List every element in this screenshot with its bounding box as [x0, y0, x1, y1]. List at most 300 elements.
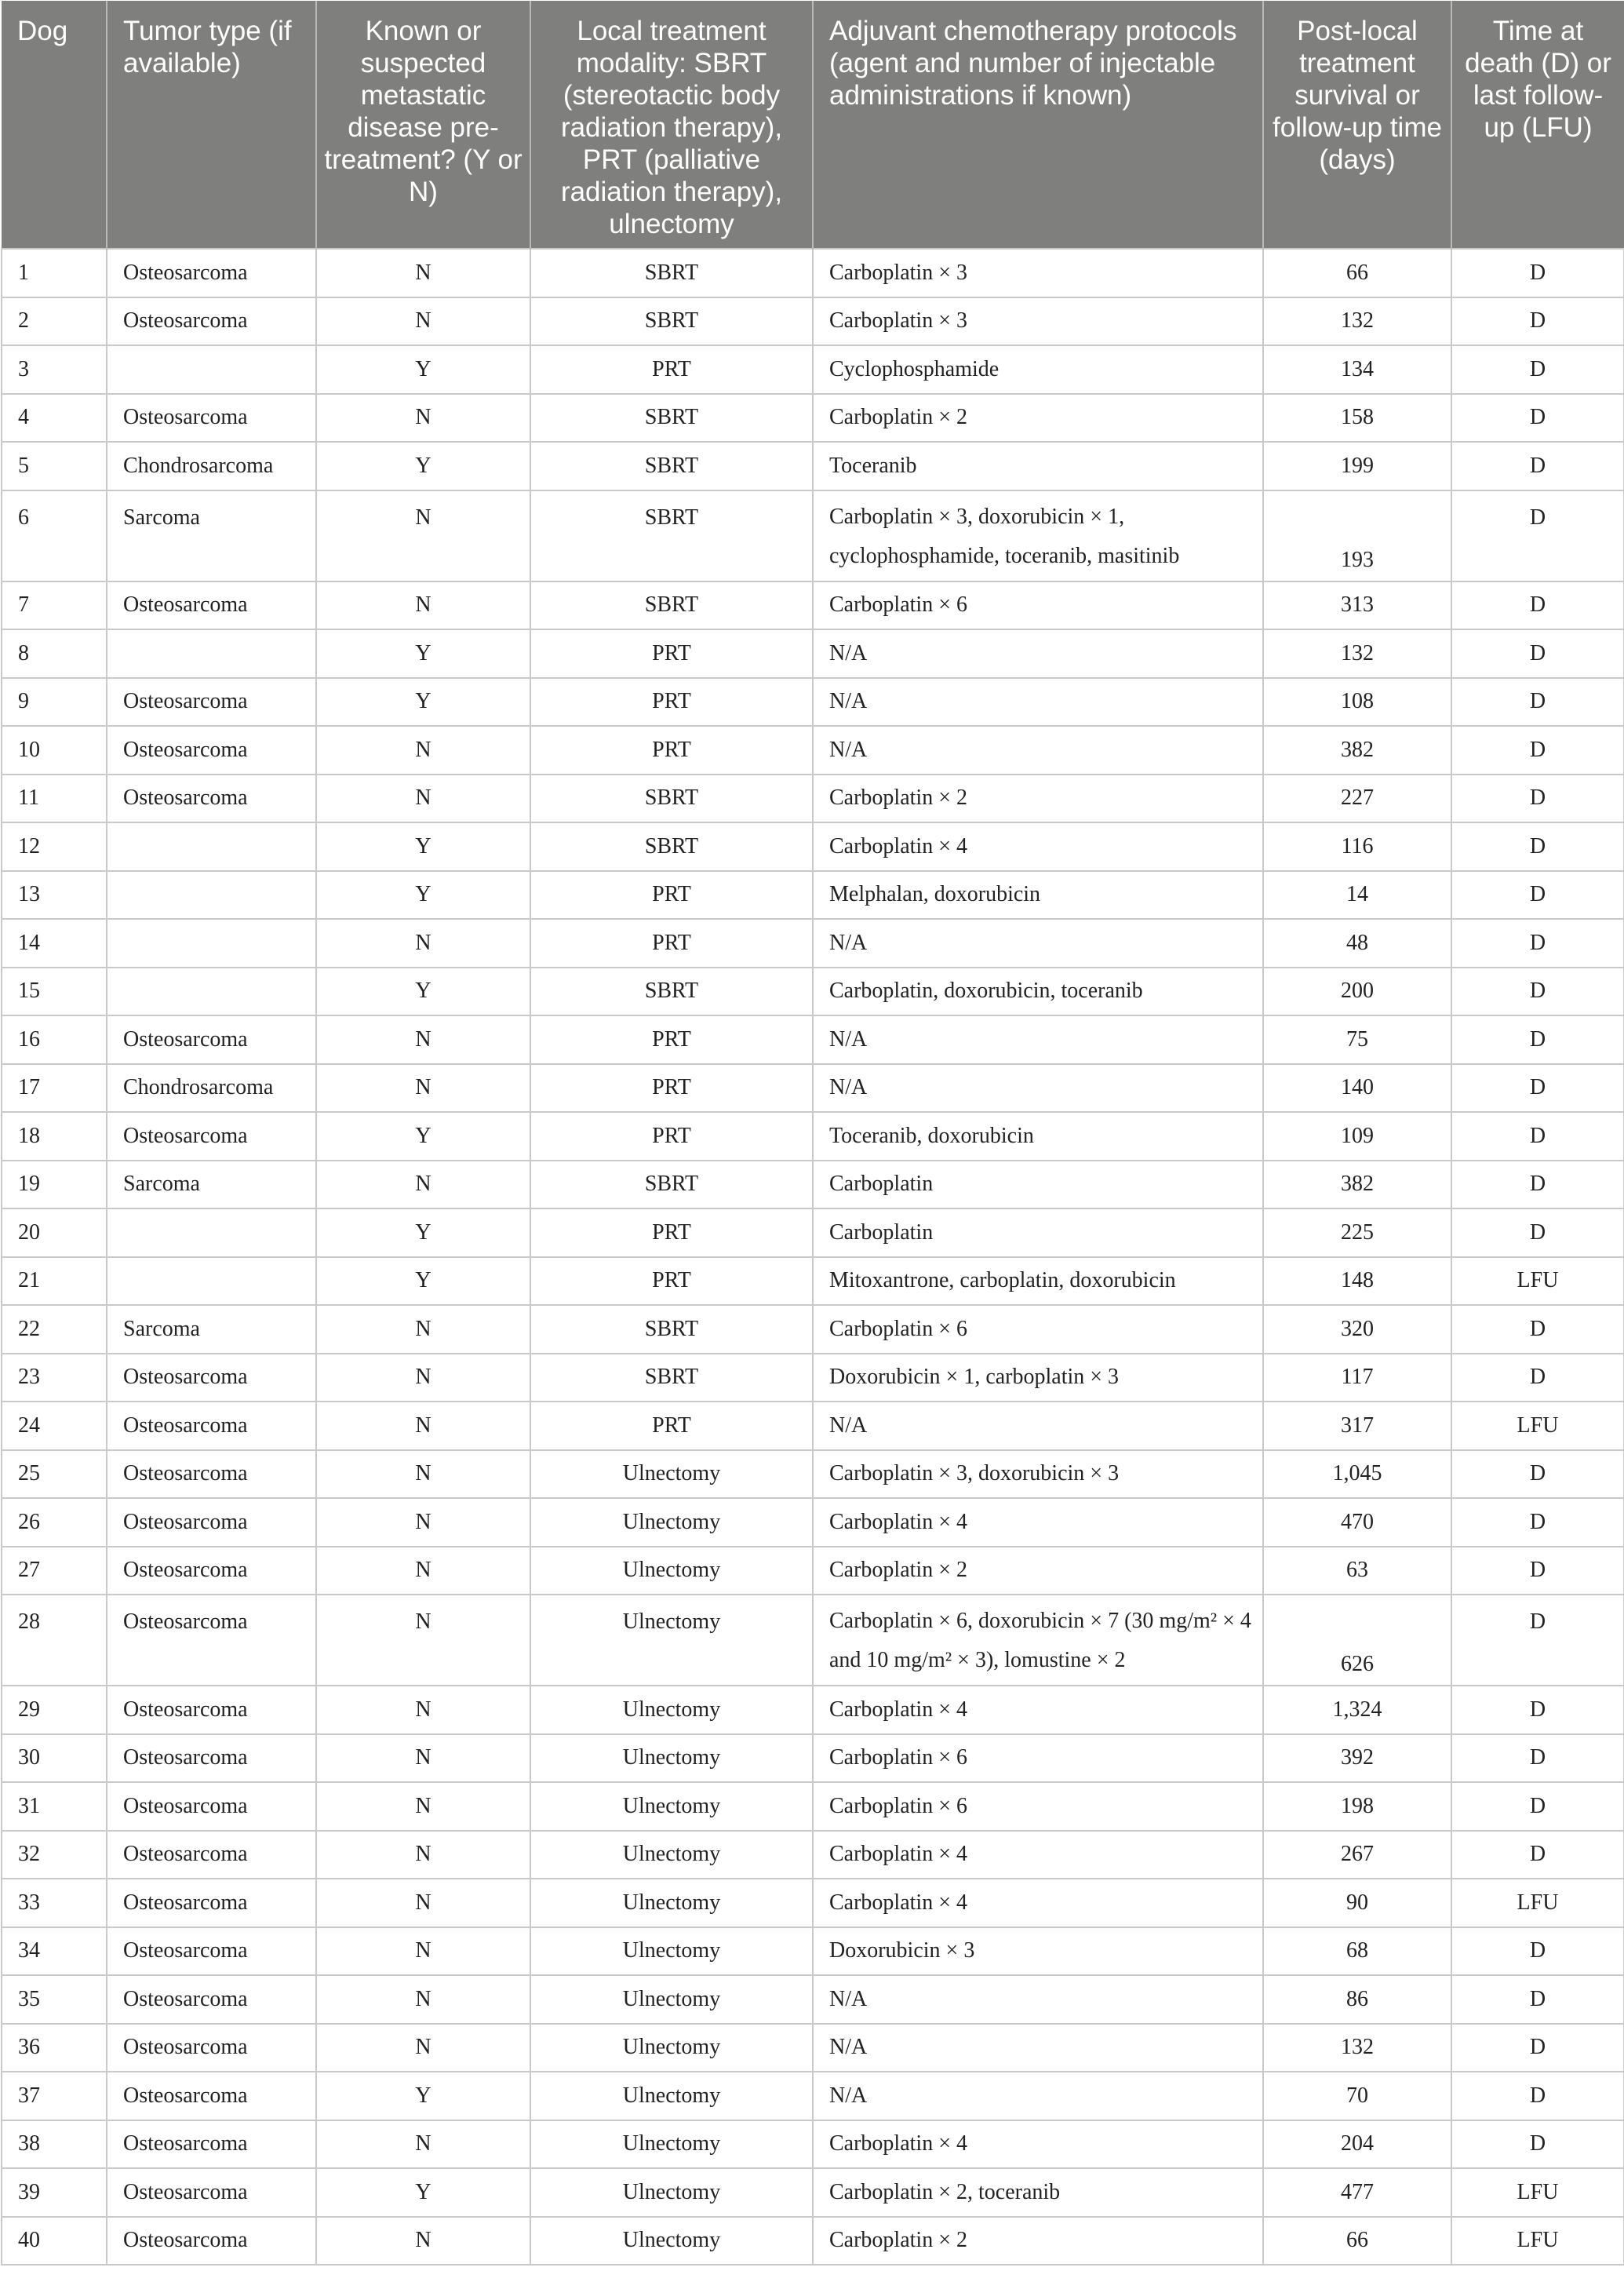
cell-death-or-lfu: D — [1451, 1354, 1624, 1402]
cell-chemotherapy: N/A — [813, 629, 1263, 678]
cell-death-or-lfu: LFU — [1451, 2168, 1624, 2217]
cell-modality: SBRT — [530, 249, 813, 297]
table-body — [2, 249, 1624, 2265]
cell-modality: PRT — [530, 1064, 813, 1113]
cell-death-or-lfu: D — [1451, 1305, 1624, 1354]
cell-chemotherapy: N/A — [813, 678, 1263, 727]
cell-chemotherapy: Carboplatin × 3, doxorubicin × 1, cyclophosphamide, toceranib, masitinib — [813, 490, 1263, 581]
cell-death-or-lfu: D — [1451, 822, 1624, 871]
cell-survival: 70 — [1263, 2072, 1451, 2120]
cell-death-or-lfu: D — [1451, 726, 1624, 775]
table-row — [2, 1879, 1624, 1927]
table-row — [2, 2168, 1624, 2217]
cell-metastatic: N — [316, 1595, 530, 1686]
cell-chemotherapy: Toceranib, doxorubicin — [813, 1112, 1263, 1161]
cell-death-or-lfu: D — [1451, 919, 1624, 968]
cell-chemotherapy: Carboplatin × 6 — [813, 1734, 1263, 1783]
cell-tumor-type — [107, 1208, 316, 1257]
table-row — [2, 1064, 1624, 1113]
cell-modality: Ulnectomy — [530, 2072, 813, 2120]
cell-death-or-lfu: D — [1451, 1547, 1624, 1595]
cell-dog: 17 — [2, 1064, 107, 1113]
cell-dog: 13 — [2, 871, 107, 920]
cell-dog: 12 — [2, 822, 107, 871]
cell-chemotherapy: Mitoxantrone, carboplatin, doxorubicin — [813, 1257, 1263, 1306]
cell-chemotherapy: Carboplatin × 4 — [813, 2120, 1263, 2169]
cell-dog: 21 — [2, 1257, 107, 1306]
cell-metastatic: Y — [316, 2072, 530, 2120]
cell-chemotherapy: Doxorubicin × 3 — [813, 1927, 1263, 1976]
cell-dog: 24 — [2, 1402, 107, 1450]
cell-survival: 199 — [1263, 442, 1451, 490]
table-row — [2, 1208, 1624, 1257]
header-dog: Dog — [2, 1, 107, 249]
cell-survival: 158 — [1263, 394, 1451, 443]
cell-modality: Ulnectomy — [530, 1450, 813, 1499]
cell-death-or-lfu: D — [1451, 442, 1624, 490]
cell-dog: 8 — [2, 629, 107, 678]
table-row — [2, 1975, 1624, 2024]
cell-dog: 16 — [2, 1015, 107, 1064]
cell-death-or-lfu: D — [1451, 1734, 1624, 1783]
cell-survival: 75 — [1263, 1015, 1451, 1064]
cell-death-or-lfu: D — [1451, 1112, 1624, 1161]
cell-survival: 132 — [1263, 2024, 1451, 2072]
table-row — [2, 2120, 1624, 2169]
cell-chemotherapy: Carboplatin × 3, doxorubicin × 3 — [813, 1450, 1263, 1499]
cell-metastatic: Y — [316, 871, 530, 920]
table-row — [2, 775, 1624, 823]
cell-tumor-type: Osteosarcoma — [107, 1498, 316, 1547]
cell-death-or-lfu: LFU — [1451, 1257, 1624, 1306]
table-row — [2, 1257, 1624, 1306]
cell-metastatic: N — [316, 490, 530, 581]
cell-survival: 68 — [1263, 1927, 1451, 1976]
cell-metastatic: Y — [316, 345, 530, 394]
cell-metastatic: N — [316, 1161, 530, 1209]
cell-chemotherapy: Carboplatin, doxorubicin, toceranib — [813, 968, 1263, 1016]
cell-dog: 30 — [2, 1734, 107, 1783]
cell-tumor-type: Osteosarcoma — [107, 2168, 316, 2217]
table-row — [2, 726, 1624, 775]
cell-tumor-type: Osteosarcoma — [107, 2120, 316, 2169]
table-row — [2, 678, 1624, 727]
cell-tumor-type: Osteosarcoma — [107, 394, 316, 443]
cell-chemotherapy: Carboplatin × 4 — [813, 1831, 1263, 1879]
cell-dog: 18 — [2, 1112, 107, 1161]
cell-death-or-lfu: D — [1451, 2072, 1624, 2120]
cell-modality: SBRT — [530, 775, 813, 823]
cell-survival: 198 — [1263, 1782, 1451, 1831]
cell-modality: Ulnectomy — [530, 1782, 813, 1831]
cell-metastatic: N — [316, 726, 530, 775]
cell-chemotherapy: Carboplatin — [813, 1208, 1263, 1257]
cell-metastatic: N — [316, 297, 530, 346]
cell-death-or-lfu: D — [1451, 968, 1624, 1016]
cell-chemotherapy: Carboplatin × 4 — [813, 1498, 1263, 1547]
cell-chemotherapy: N/A — [813, 2024, 1263, 2072]
cell-survival: 470 — [1263, 1498, 1451, 1547]
cell-tumor-type: Osteosarcoma — [107, 297, 316, 346]
cell-tumor-type: Osteosarcoma — [107, 1112, 316, 1161]
cell-metastatic: N — [316, 1402, 530, 1450]
cell-survival: 320 — [1263, 1305, 1451, 1354]
cell-metastatic: N — [316, 1305, 530, 1354]
cell-metastatic: Y — [316, 968, 530, 1016]
cell-metastatic: N — [316, 1547, 530, 1595]
cell-modality: SBRT — [530, 1354, 813, 1402]
table-row — [2, 1161, 1624, 1209]
table-row — [2, 1686, 1624, 1734]
cell-survival: 132 — [1263, 629, 1451, 678]
cell-survival: 63 — [1263, 1547, 1451, 1595]
cell-tumor-type: Osteosarcoma — [107, 1879, 316, 1927]
table-row — [2, 1831, 1624, 1879]
cell-metastatic: N — [316, 1686, 530, 1734]
cell-metastatic: N — [316, 1879, 530, 1927]
cell-modality: Ulnectomy — [530, 1595, 813, 1686]
table-row — [2, 2217, 1624, 2266]
header-metastatic: Known or suspected metastatic disease pre-treatment? (Y or N) — [316, 1, 530, 249]
cell-modality: PRT — [530, 871, 813, 920]
cell-chemotherapy: N/A — [813, 726, 1263, 775]
cell-chemotherapy: Melphalan, doxorubicin — [813, 871, 1263, 920]
table-row — [2, 249, 1624, 297]
cell-dog: 2 — [2, 297, 107, 346]
table-row — [2, 629, 1624, 678]
cell-modality: PRT — [530, 1208, 813, 1257]
cell-dog: 38 — [2, 2120, 107, 2169]
cell-tumor-type — [107, 871, 316, 920]
cell-dog: 19 — [2, 1161, 107, 1209]
cell-tumor-type: Osteosarcoma — [107, 1402, 316, 1450]
cell-metastatic: Y — [316, 629, 530, 678]
cell-modality: Ulnectomy — [530, 1879, 813, 1927]
cell-death-or-lfu: LFU — [1451, 1879, 1624, 1927]
cell-chemotherapy: N/A — [813, 1975, 1263, 2024]
cell-metastatic: N — [316, 1354, 530, 1402]
cell-chemotherapy: Carboplatin × 2 — [813, 394, 1263, 443]
cell-chemotherapy: Carboplatin × 6 — [813, 1782, 1263, 1831]
cell-death-or-lfu: D — [1451, 1450, 1624, 1499]
cell-modality: Ulnectomy — [530, 1927, 813, 1976]
cell-dog: 32 — [2, 1831, 107, 1879]
cell-tumor-type — [107, 968, 316, 1016]
cell-survival: 317 — [1263, 1402, 1451, 1450]
cell-dog: 25 — [2, 1450, 107, 1499]
cell-dog: 3 — [2, 345, 107, 394]
cell-survival: 140 — [1263, 1064, 1451, 1113]
cell-modality: SBRT — [530, 394, 813, 443]
cell-tumor-type: Osteosarcoma — [107, 2217, 316, 2266]
cell-survival: 193 — [1263, 490, 1451, 581]
cell-death-or-lfu: LFU — [1451, 2217, 1624, 2266]
cell-chemotherapy: Carboplatin — [813, 1161, 1263, 1209]
cell-dog: 10 — [2, 726, 107, 775]
cell-survival: 108 — [1263, 678, 1451, 727]
header-death-or-lfu: Time at death (D) or last follow-up (LFU) — [1451, 1, 1624, 249]
cell-death-or-lfu: D — [1451, 1927, 1624, 1976]
table-row — [2, 1734, 1624, 1783]
cell-modality: PRT — [530, 678, 813, 727]
cell-survival: 117 — [1263, 1354, 1451, 1402]
cell-tumor-type — [107, 345, 316, 394]
table-row — [2, 1595, 1624, 1686]
table-row — [2, 1354, 1624, 1402]
cell-tumor-type — [107, 629, 316, 678]
cell-death-or-lfu: D — [1451, 1686, 1624, 1734]
cell-chemotherapy: Carboplatin × 4 — [813, 1879, 1263, 1927]
cell-survival: 148 — [1263, 1257, 1451, 1306]
header-tumor-type: Tumor type (if available) — [107, 1, 316, 249]
cell-modality: PRT — [530, 1112, 813, 1161]
cell-death-or-lfu: D — [1451, 581, 1624, 630]
cell-survival: 227 — [1263, 775, 1451, 823]
cell-metastatic: N — [316, 581, 530, 630]
cell-tumor-type: Chondrosarcoma — [107, 1064, 316, 1113]
cell-tumor-type — [107, 919, 316, 968]
cell-modality: Ulnectomy — [530, 2024, 813, 2072]
cell-modality: SBRT — [530, 968, 813, 1016]
cell-death-or-lfu: D — [1451, 871, 1624, 920]
cell-modality: Ulnectomy — [530, 2168, 813, 2217]
table-row — [2, 1305, 1624, 1354]
cell-tumor-type: Osteosarcoma — [107, 1734, 316, 1783]
cell-modality: PRT — [530, 1402, 813, 1450]
cell-chemotherapy: N/A — [813, 919, 1263, 968]
table-row — [2, 919, 1624, 968]
cell-death-or-lfu: D — [1451, 1831, 1624, 1879]
cell-modality: Ulnectomy — [530, 1547, 813, 1595]
table-row — [2, 345, 1624, 394]
cell-metastatic: Y — [316, 822, 530, 871]
cell-metastatic: N — [316, 249, 530, 297]
cell-modality: SBRT — [530, 1305, 813, 1354]
table-row — [2, 1547, 1624, 1595]
table-row — [2, 1402, 1624, 1450]
cell-metastatic: N — [316, 1831, 530, 1879]
cell-chemotherapy: Carboplatin × 2 — [813, 775, 1263, 823]
cell-death-or-lfu: D — [1451, 2120, 1624, 2169]
cell-death-or-lfu: LFU — [1451, 1402, 1624, 1450]
cell-modality: PRT — [530, 629, 813, 678]
cell-chemotherapy: Carboplatin × 6 — [813, 581, 1263, 630]
header-survival: Post-local treatment survival or follow-up time (days) — [1263, 1, 1451, 249]
table-row — [2, 581, 1624, 630]
cell-modality: Ulnectomy — [530, 1686, 813, 1734]
cell-modality: SBRT — [530, 297, 813, 346]
cell-death-or-lfu: D — [1451, 297, 1624, 346]
table-row — [2, 1112, 1624, 1161]
cell-death-or-lfu: D — [1451, 678, 1624, 727]
cell-modality: Ulnectomy — [530, 1831, 813, 1879]
cell-dog: 11 — [2, 775, 107, 823]
cell-tumor-type: Osteosarcoma — [107, 1015, 316, 1064]
cell-survival: 1,045 — [1263, 1450, 1451, 1499]
table-row — [2, 2024, 1624, 2072]
cell-modality: Ulnectomy — [530, 1975, 813, 2024]
cell-metastatic: N — [316, 1498, 530, 1547]
cell-chemotherapy: Carboplatin × 4 — [813, 1686, 1263, 1734]
cell-chemotherapy: N/A — [813, 1015, 1263, 1064]
cell-modality: PRT — [530, 1015, 813, 1064]
header-modality: Local treatment modality: SBRT (stereotactic body radiation therapy), PRT (palliative radiation therapy), ulnectomy — [530, 1, 813, 249]
cell-tumor-type: Sarcoma — [107, 1305, 316, 1354]
cell-survival: 134 — [1263, 345, 1451, 394]
cell-chemotherapy: Carboplatin × 2 — [813, 2217, 1263, 2266]
cell-modality: Ulnectomy — [530, 1734, 813, 1783]
data-table — [1, 1, 1624, 2266]
cell-metastatic: Y — [316, 1112, 530, 1161]
cell-dog: 34 — [2, 1927, 107, 1976]
table-row — [2, 1450, 1624, 1499]
cell-death-or-lfu: D — [1451, 1975, 1624, 2024]
cell-chemotherapy: Cyclophosphamide — [813, 345, 1263, 394]
cell-death-or-lfu: D — [1451, 1208, 1624, 1257]
cell-tumor-type: Osteosarcoma — [107, 678, 316, 727]
cell-dog: 26 — [2, 1498, 107, 1547]
cell-dog: 4 — [2, 394, 107, 443]
cell-modality: SBRT — [530, 1161, 813, 1209]
cell-metastatic: N — [316, 919, 530, 968]
cell-metastatic: N — [316, 2217, 530, 2266]
cell-survival: 1,324 — [1263, 1686, 1451, 1734]
table-row — [2, 1927, 1624, 1976]
cell-dog: 7 — [2, 581, 107, 630]
cell-tumor-type: Sarcoma — [107, 490, 316, 581]
cell-survival: 626 — [1263, 1595, 1451, 1686]
cell-survival: 382 — [1263, 726, 1451, 775]
cell-dog: 1 — [2, 249, 107, 297]
cell-survival: 200 — [1263, 968, 1451, 1016]
cell-dog: 37 — [2, 2072, 107, 2120]
cell-chemotherapy: N/A — [813, 2072, 1263, 2120]
cell-metastatic: N — [316, 1015, 530, 1064]
cell-survival: 66 — [1263, 249, 1451, 297]
cell-metastatic: N — [316, 394, 530, 443]
table-row — [2, 490, 1624, 581]
cell-survival: 132 — [1263, 297, 1451, 346]
cell-tumor-type — [107, 1257, 316, 1306]
table-row — [2, 2072, 1624, 2120]
cell-tumor-type: Osteosarcoma — [107, 1354, 316, 1402]
cell-metastatic: N — [316, 2120, 530, 2169]
cell-chemotherapy: Carboplatin × 2, toceranib — [813, 2168, 1263, 2217]
cell-chemotherapy: Doxorubicin × 1, carboplatin × 3 — [813, 1354, 1263, 1402]
cell-tumor-type: Osteosarcoma — [107, 1782, 316, 1831]
cell-chemotherapy: Carboplatin × 4 — [813, 822, 1263, 871]
cell-death-or-lfu: D — [1451, 629, 1624, 678]
table-row — [2, 1015, 1624, 1064]
cell-dog: 6 — [2, 490, 107, 581]
cell-survival: 477 — [1263, 2168, 1451, 2217]
cell-dog: 14 — [2, 919, 107, 968]
cell-modality: SBRT — [530, 490, 813, 581]
cell-tumor-type: Osteosarcoma — [107, 1975, 316, 2024]
cell-survival: 225 — [1263, 1208, 1451, 1257]
cell-tumor-type: Osteosarcoma — [107, 2072, 316, 2120]
cell-tumor-type: Osteosarcoma — [107, 249, 316, 297]
cell-modality: PRT — [530, 726, 813, 775]
table-row — [2, 871, 1624, 920]
cell-survival: 48 — [1263, 919, 1451, 968]
cell-survival: 204 — [1263, 2120, 1451, 2169]
cell-metastatic: N — [316, 1975, 530, 2024]
table-row — [2, 1498, 1624, 1547]
cell-chemotherapy: Carboplatin × 6, doxorubicin × 7 (30 mg/m² × 4 and 10 mg/m² × 3), lomustine × 2 — [813, 1595, 1263, 1686]
cell-death-or-lfu: D — [1451, 1161, 1624, 1209]
cell-tumor-type: Osteosarcoma — [107, 1927, 316, 1976]
cell-dog: 40 — [2, 2217, 107, 2266]
cell-survival: 392 — [1263, 1734, 1451, 1783]
cell-chemotherapy: N/A — [813, 1064, 1263, 1113]
cell-metastatic: N — [316, 775, 530, 823]
cell-dog: 35 — [2, 1975, 107, 2024]
cell-death-or-lfu: D — [1451, 345, 1624, 394]
cell-dog: 23 — [2, 1354, 107, 1402]
cell-modality: Ulnectomy — [530, 2120, 813, 2169]
header-row — [2, 1, 1624, 249]
cell-tumor-type: Osteosarcoma — [107, 1831, 316, 1879]
cell-tumor-type: Osteosarcoma — [107, 581, 316, 630]
cell-survival: 382 — [1263, 1161, 1451, 1209]
cell-tumor-type — [107, 822, 316, 871]
cell-metastatic: Y — [316, 1208, 530, 1257]
cell-death-or-lfu: D — [1451, 2024, 1624, 2072]
cell-dog: 22 — [2, 1305, 107, 1354]
cell-tumor-type: Chondrosarcoma — [107, 442, 316, 490]
table-row — [2, 822, 1624, 871]
cell-chemotherapy: Carboplatin × 3 — [813, 297, 1263, 346]
cell-survival: 14 — [1263, 871, 1451, 920]
cell-tumor-type: Osteosarcoma — [107, 1547, 316, 1595]
header-chemotherapy: Adjuvant chemotherapy protocols (agent and number of injectable administrations if known) — [813, 1, 1263, 249]
cell-death-or-lfu: D — [1451, 1498, 1624, 1547]
cell-metastatic: Y — [316, 442, 530, 490]
cell-modality: PRT — [530, 345, 813, 394]
cell-death-or-lfu: D — [1451, 1015, 1624, 1064]
cell-tumor-type: Osteosarcoma — [107, 1450, 316, 1499]
cell-survival: 90 — [1263, 1879, 1451, 1927]
cell-tumor-type: Osteosarcoma — [107, 1595, 316, 1686]
cell-survival: 116 — [1263, 822, 1451, 871]
cell-chemotherapy: Toceranib — [813, 442, 1263, 490]
table-row — [2, 442, 1624, 490]
cell-modality: SBRT — [530, 442, 813, 490]
table-header — [2, 1, 1624, 249]
cell-dog: 33 — [2, 1879, 107, 1927]
cell-metastatic: Y — [316, 2168, 530, 2217]
cell-tumor-type: Sarcoma — [107, 1161, 316, 1209]
cell-death-or-lfu: D — [1451, 490, 1624, 581]
cell-tumor-type: Osteosarcoma — [107, 2024, 316, 2072]
cell-tumor-type: Osteosarcoma — [107, 726, 316, 775]
table-row — [2, 1782, 1624, 1831]
cell-survival: 66 — [1263, 2217, 1451, 2266]
cell-survival: 267 — [1263, 1831, 1451, 1879]
cell-death-or-lfu: D — [1451, 1782, 1624, 1831]
cell-dog: 9 — [2, 678, 107, 727]
cell-survival: 313 — [1263, 581, 1451, 630]
cell-death-or-lfu: D — [1451, 1595, 1624, 1686]
cell-tumor-type: Osteosarcoma — [107, 1686, 316, 1734]
cell-tumor-type: Osteosarcoma — [107, 775, 316, 823]
cell-modality: Ulnectomy — [530, 2217, 813, 2266]
cell-metastatic: Y — [316, 1257, 530, 1306]
table-row — [2, 968, 1624, 1016]
cell-death-or-lfu: D — [1451, 249, 1624, 297]
cell-metastatic: N — [316, 1064, 530, 1113]
